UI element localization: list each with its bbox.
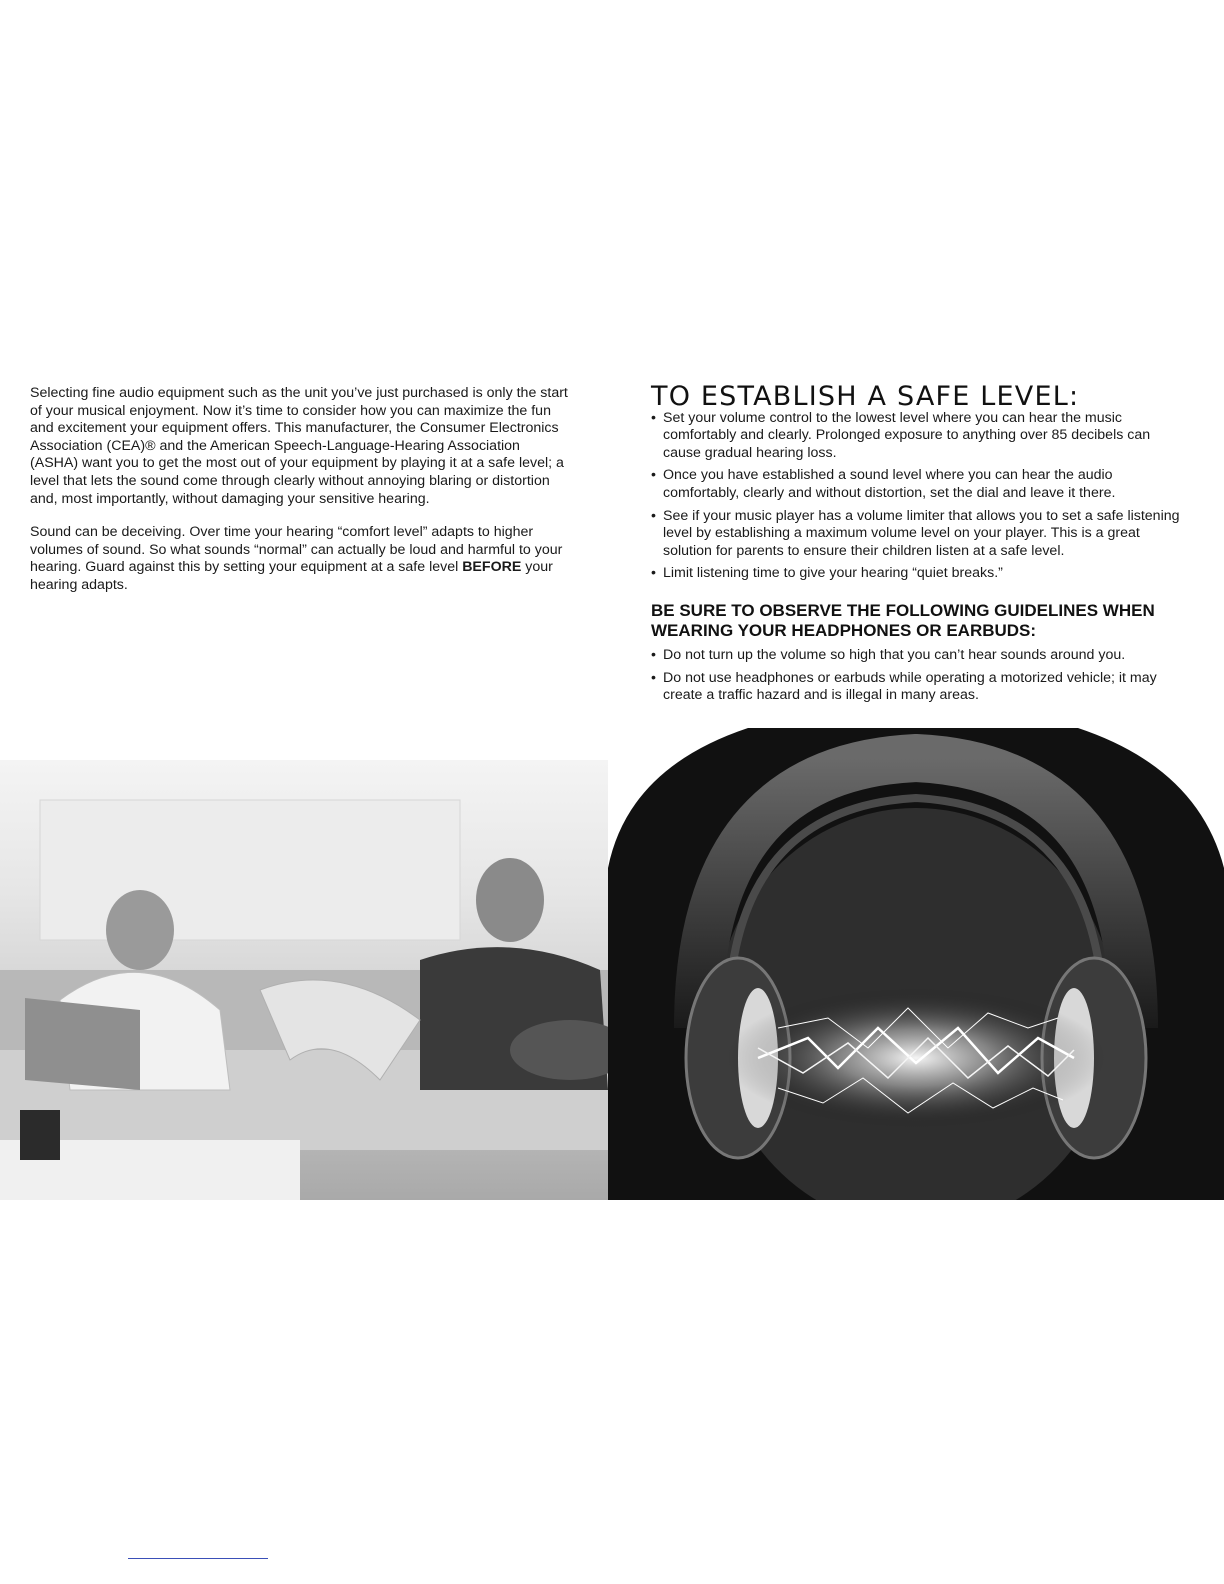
safe-level-list <box>651 410 1191 583</box>
headphones-photo <box>608 728 1224 1200</box>
list-item: • Limit listening time to give your hearing “quiet breaks.” <box>651 565 1191 583</box>
before-emphasis: BEFORE <box>462 559 522 576</box>
list-item: • See if your music player has a volume limiter that allows you to set a safe listening level by establishing a maximum volume level on your player. This is a great solution for parents to ensure their children listen at a safe level. <box>651 508 1191 561</box>
deceiving-text: Sound can be deceiving. Over time your hearing “comfort level” adapts to higher volumes of sound. So what sounds “normal” can actually be loud and harmful to your hearing. Guard against this by setting your equipment at a safe level <box>30 524 563 576</box>
list-item: • Once you have established a sound level where you can hear the audio comfortably, clearly and without distortion, set the dial and leave it there. <box>651 467 1191 502</box>
deceiving-text-end: your hearing adapts. <box>30 559 553 593</box>
guidelines-list <box>651 647 1191 705</box>
intro-paragraph: Selecting fine audio equipment such as the unit you’ve just purchased is only the start of your musical enjoyment. Now it’s time to consider how you can maximize the fun and excitement your equipment offers. This manufacturer, the Consumer Electronics Association (CEA)® and the American Speech-Language-Hearing Association (ASHA) want you to get the most out of your equipment by playing it at a safe level; a level that lets the sound come through clearly without annoying blaring or distortion and, most importantly, without damaging your sensitive hearing. <box>30 385 568 507</box>
safe-level-heading: TO ESTABLISH A SAFE LEVEL: <box>651 381 1080 412</box>
intro-column <box>30 385 570 611</box>
footer-rule <box>128 1558 268 1559</box>
couple-illustration <box>0 760 608 1200</box>
list-item: • Set your volume control to the lowest level where you can hear the music comfortably and clearly. Prolonged exposure to anything over 85 decibels can cause gradual hearing loss. <box>651 410 1191 463</box>
list-item: • Do not use headphones or earbuds while operating a motorized vehicle; it may create a traffic hazard and is illegal in many areas. <box>651 670 1191 705</box>
deceiving-paragraph <box>30 524 570 594</box>
list-item: • Do not turn up the volume so high that you can’t hear sounds around you. <box>651 647 1191 665</box>
couple-photo <box>0 760 608 1200</box>
guidelines-heading: BE SURE TO OBSERVE THE FOLLOWING GUIDELINES WHEN WEARING YOUR HEADPHONES OR EARBUDS: <box>651 600 1155 640</box>
safety-column <box>651 381 1191 710</box>
headphones-illustration <box>608 728 1224 1200</box>
